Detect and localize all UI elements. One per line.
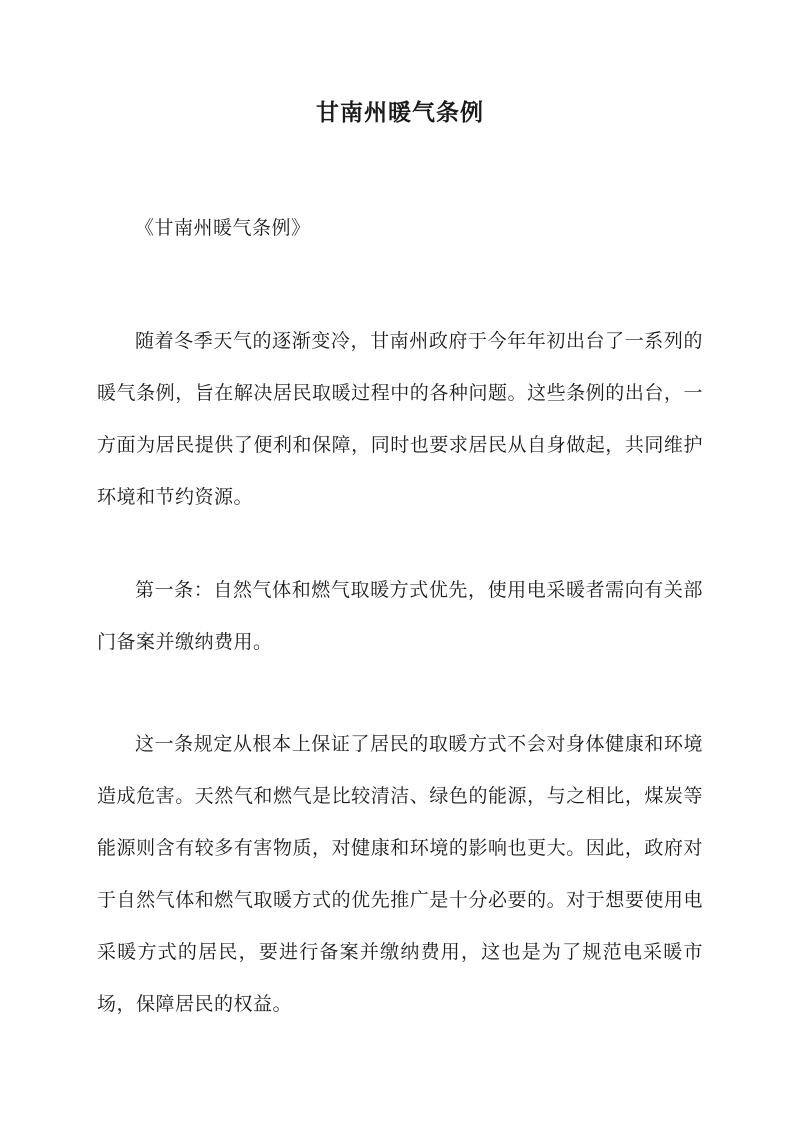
explanation-paragraph: 这一条规定从根本上保证了居民的取暖方式不会对身体健康和环境造成危害。天然气和燃气是比较清洁、绿色的能源，与之相比，煤炭等能源则含有较多有害物质，对健康和环境的影响也更大。因此，政府对于自然气体和燃气取暖方式的优先推广是十分必要的。对于想要使用电采暖方式的居民，要进行备案并缴纳费用，这也是为了规范电采暖市场，保障居民的权益。 <box>97 733 703 1015</box>
intro-paragraph: 随着冬季天气的逐渐变冷，甘南州政府于今年年初出台了一系列的暖气条例，旨在解决居民取暖过程中的各种问题。这些条例的出台，一方面为居民提供了便利和保障，同时也要求居民从自身做起，共同维护环境和节约资源。 <box>97 330 703 508</box>
document-title: 甘南州暖气条例 <box>316 99 484 126</box>
article-one-paragraph: 第一条：自然气体和燃气取暖方式优先，使用电采暖者需向有关部门备案并缴纳费用。 <box>97 579 703 653</box>
document-subtitle-paragraph: 《甘南州暖气条例》 <box>135 217 311 239</box>
